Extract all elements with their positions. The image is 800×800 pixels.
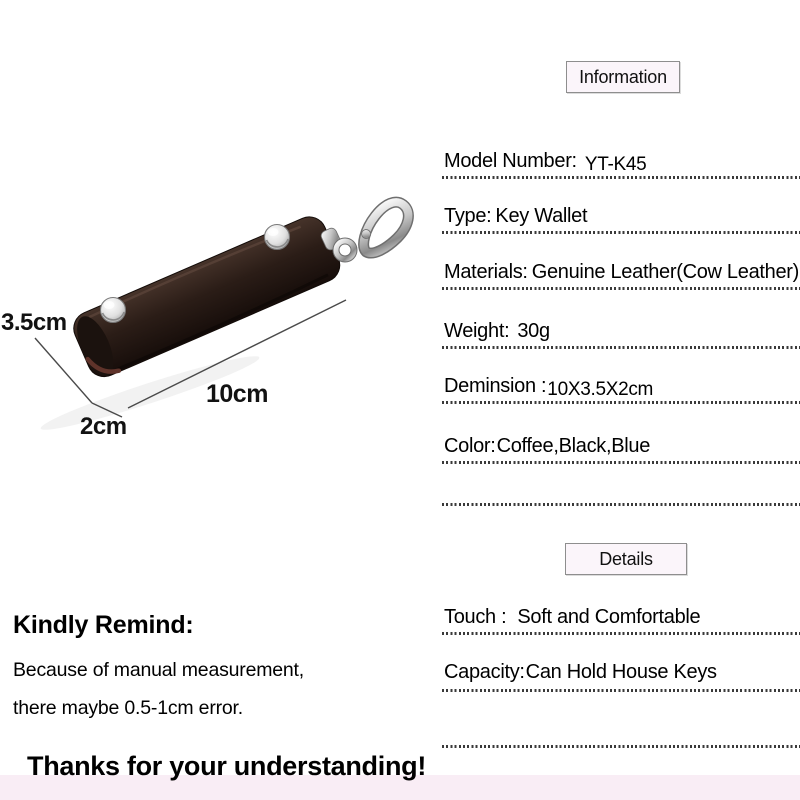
remind-title: Kindly Remind: [13, 611, 194, 639]
dotted-rule [442, 745, 800, 748]
details-header [565, 543, 687, 575]
dotted-rule [442, 287, 800, 290]
spec-label: Touch : [444, 606, 507, 628]
clasp-hook [354, 195, 416, 262]
dotted-rule [442, 632, 800, 635]
spec-label: Deminsion : [444, 375, 547, 397]
spec-value: Key Wallet [495, 205, 588, 227]
spec-value: Coffee,Black,Blue [496, 435, 651, 457]
dim-label-width: 2cm [80, 413, 127, 440]
snap-button-top [265, 225, 290, 250]
spec-value: Can Hold House Keys [525, 661, 717, 683]
dotted-rule [442, 346, 800, 349]
spec-label: Materials: [444, 261, 528, 283]
spec-value: YT-K45 [584, 154, 647, 175]
remind-line: there maybe 0.5-1cm error. [13, 697, 243, 719]
dotted-rule [442, 231, 800, 234]
dim-label-height: 3.5cm [1, 309, 67, 336]
information-header-label: Information [579, 66, 667, 87]
spec-label: Weight: [444, 320, 510, 342]
leather-body [68, 212, 345, 382]
dotted-rule [442, 503, 800, 506]
dotted-rule [442, 176, 800, 179]
spec-row-color [444, 435, 650, 458]
spec-value: Genuine Leather(Cow Leather) [531, 261, 800, 283]
dotted-rule [442, 401, 800, 404]
spec-value: 10X3.5X2cm [547, 379, 654, 400]
spec-value: Soft and Comfortable [517, 606, 701, 628]
spec-label: Model Number: [444, 150, 577, 172]
spec-row-materials [444, 261, 799, 284]
dotted-rule [442, 461, 800, 464]
spec-row-type [444, 205, 587, 228]
snap-button-bottom [101, 298, 126, 323]
spec-row-dimension [444, 375, 653, 398]
dotted-rule [442, 689, 800, 692]
thanks-message: Thanks for your understanding! [27, 751, 427, 781]
spec-value: 30g [517, 320, 550, 342]
remind-line: Because of manual measurement, [13, 659, 304, 681]
information-header [566, 61, 680, 93]
dim-label-length: 10cm [206, 380, 268, 408]
spec-label: Color: [444, 435, 496, 457]
spec-row-weight [444, 320, 550, 343]
spec-row-touch [444, 606, 700, 629]
metal-ring [336, 241, 354, 259]
spec-label: Capacity: [444, 661, 525, 683]
details-header-label: Details [599, 548, 653, 569]
product-photo [0, 180, 430, 460]
spec-row-model-number [444, 150, 646, 173]
spec-row-capacity [444, 661, 717, 684]
spec-label: Type: [444, 205, 492, 227]
